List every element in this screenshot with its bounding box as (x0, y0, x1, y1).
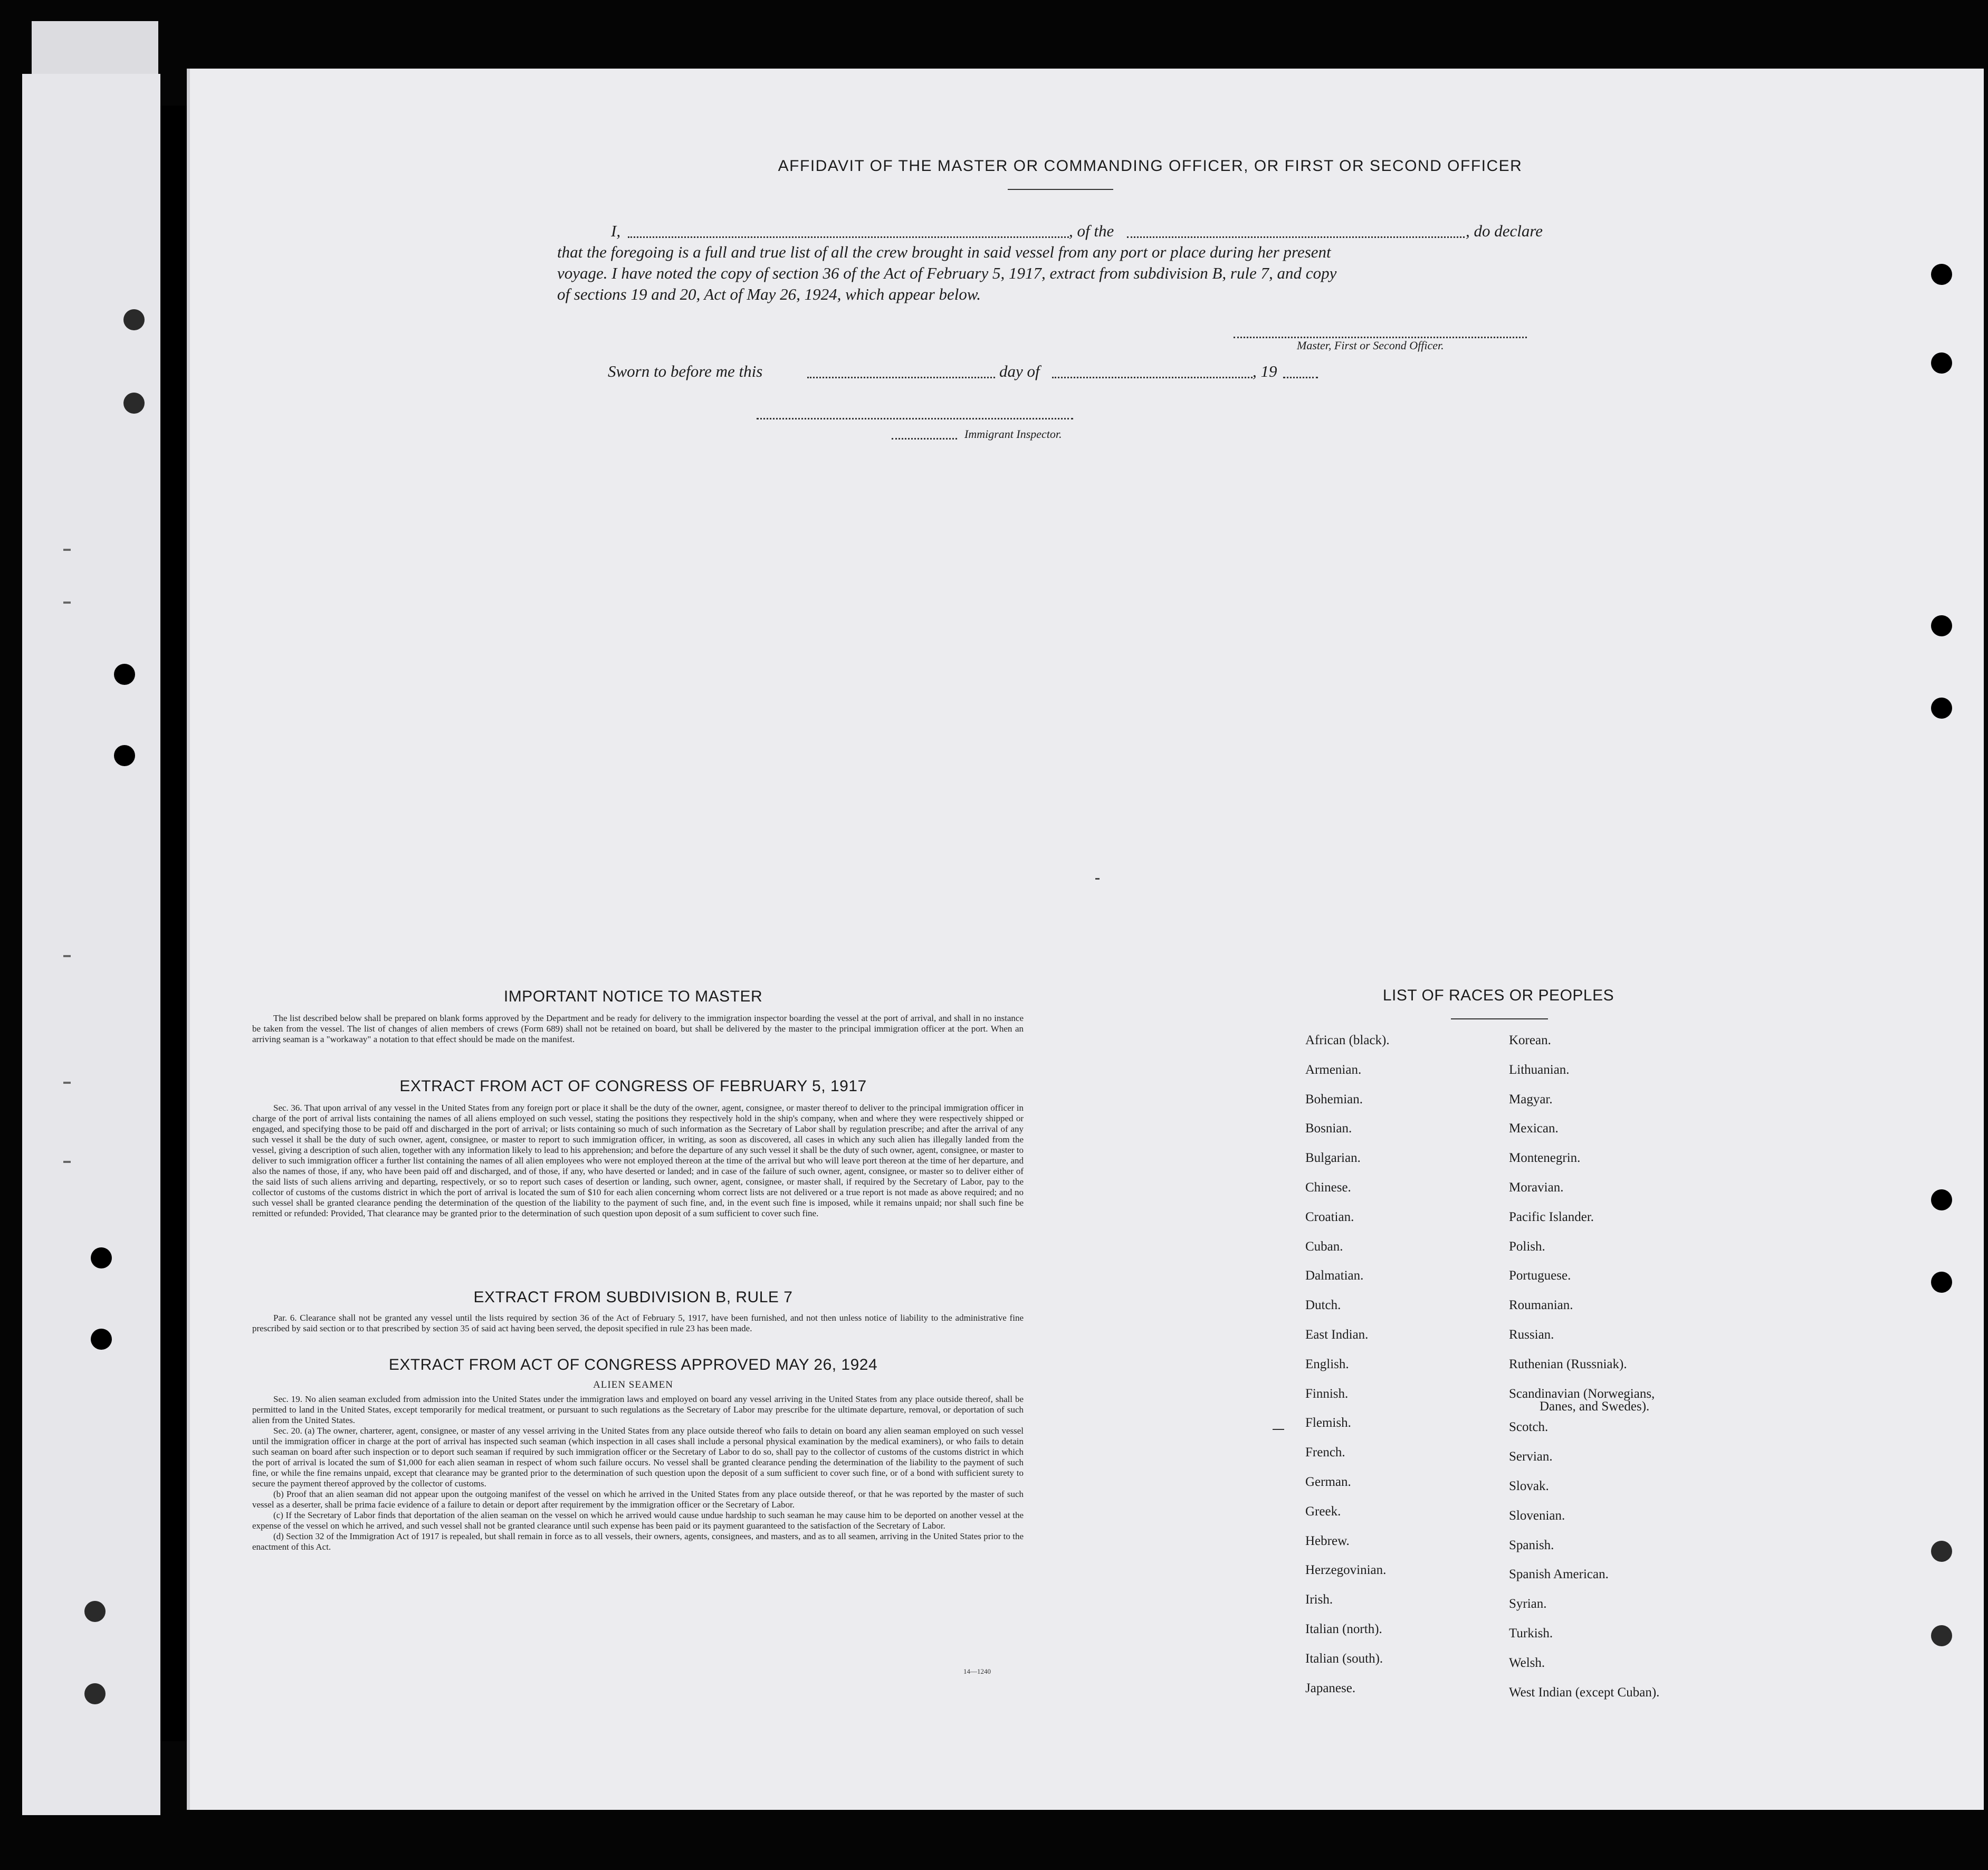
race-item: Japanese. (1305, 1681, 1356, 1695)
race-item: Bosnian. (1305, 1121, 1352, 1136)
race-item: Pacific Islander. (1509, 1210, 1594, 1224)
race-item: Turkish. (1509, 1626, 1553, 1640)
race-item: Chinese. (1305, 1180, 1351, 1195)
sworn-day-of: day of (999, 362, 1040, 380)
race-item: Finnish. (1305, 1387, 1349, 1401)
race-item: West Indian (except Cuban). (1509, 1685, 1660, 1700)
race-item: Bulgarian. (1305, 1151, 1361, 1165)
punch-hole (1931, 264, 1952, 285)
punch-hole (91, 1247, 112, 1268)
margin-mark (63, 602, 71, 604)
race-item: Italian (south). (1305, 1652, 1383, 1666)
notice-title: IMPORTANT NOTICE TO MASTER (503, 988, 763, 1005)
race-item: Scotch. (1509, 1420, 1549, 1434)
extract-rule-7-body (252, 1313, 1024, 1334)
margin-mark (63, 955, 71, 957)
margin-mark (63, 549, 71, 551)
race-item: Korean. (1509, 1033, 1551, 1047)
form-number: 14—1240 (963, 1667, 991, 1675)
section-20c-paragraph: (c) If the Secretary of Labor finds that deportation of the alien seaman on the vessel on which he arrived would cause undue hardship to such seaman he may cause him to be deported on another vessel at the expense of the vessel on which he arrived, and such vessel shall not be granted clearance until such expense has been paid or its payment guaranteed to the satisfaction of the Secretary of Labor. (252, 1510, 1024, 1531)
affidavit-line-4: of sections 19 and 20, Act of May 26, 1924, which appear below. (557, 285, 981, 303)
affidavit-title: AFFIDAVIT OF THE MASTER OR COMMANDING OFFICER, OR FIRST OR SECOND OFFICER (778, 157, 1523, 175)
race-item: Servian. (1509, 1449, 1553, 1464)
alien-seamen-heading: ALIEN SEAMEN (593, 1379, 673, 1390)
extract-1917-title: EXTRACT FROM ACT OF CONGRESS OF FEBRUARY 5, 1917 (399, 1077, 867, 1095)
extract-rule-7-title: EXTRACT FROM SUBDIVISION B, RULE 7 (473, 1289, 793, 1306)
paragraph-6: Par. 6. Clearance shall not be granted any vessel until the lists required by section 36 of the Act of February 5, 1917, have been furnished, and not then unless notice of liability to the administrative fine prescribed by said section or to that prescribed by section 35 of said act having been served, the deposit specified in rule 23 has been made. (252, 1313, 1024, 1333)
race-item: Polish. (1509, 1239, 1545, 1254)
sworn-year-blank[interactable] (1283, 377, 1318, 378)
race-item: Slovenian. (1509, 1509, 1565, 1523)
race-item: Portuguese. (1509, 1268, 1571, 1283)
margin-tick (1273, 1429, 1284, 1430)
race-item: French. (1305, 1445, 1345, 1459)
race-item: Scandinavian (Norwegians, (1509, 1387, 1655, 1401)
punch-hole (123, 309, 145, 330)
section-20a-paragraph: Sec. 20. (a) The owner, charterer, agent, consignee, or master of any vessel arriving in the United States from any place outside thereof who fails to detain on board any alien seaman employed on such vessel until the immigration officer in charge at the port of arrival has inspected such seaman (which inspection in all cases shall include a personal physical examination by the medical examiners), or who fails to detain such seaman on board after such inspection or to deport such seaman if required by such immigration officer or the Secretary of Labor to do so, shall pay to the collector of customs of the customs district in which the port of arrival is located the sum of $1,000 for each alien seaman in respect of whom such failure occurs. No vessel shall be granted clearance pending the determination of the liability to the payment of such fine, or while the fine remains unpaid, except that clearance may be granted prior to the determination of such question upon the deposit of a sum sufficient to cover such fine, or of a bond with sufficient surety to secure the payment thereof approved by the collector of customs. (252, 1426, 1024, 1489)
binding-strip (22, 74, 160, 1815)
race-item: Italian (north). (1305, 1622, 1382, 1636)
races-title: LIST OF RACES OR PEOPLES (1382, 987, 1614, 1004)
race-item: Slovak. (1509, 1479, 1549, 1493)
punch-hole (1931, 698, 1952, 719)
officer-signature-blank[interactable] (1234, 337, 1527, 338)
punch-hole (91, 1329, 112, 1350)
section-19-paragraph: Sec. 19. No alien seaman excluded from admission into the United States under the immigration laws and employed on board any vessel arriving in the United States from any place outside thereof, shall be permitted to land in the United States, except temporarily for medical treatment, or pursuant to such regulations as the Secretary of Labor may prescribe for the ultimate departure, removal, or deportation of such alien from the United States. (252, 1394, 1024, 1425)
title-rule (1008, 189, 1113, 190)
race-item: Lithuanian. (1509, 1063, 1570, 1077)
inspector-dots (892, 438, 957, 440)
sworn-prefix: Sworn to before me this (608, 362, 763, 380)
extract-1917-body (252, 1103, 1024, 1219)
punch-hole (84, 1683, 106, 1704)
stray-mark (1095, 878, 1100, 880)
officer-signature-label: Master, First or Second Officer. (1297, 339, 1444, 352)
sworn-year: , 19 (1253, 362, 1277, 380)
race-item: Irish. (1305, 1592, 1333, 1607)
race-item: African (black). (1305, 1033, 1390, 1047)
punch-hole (1931, 1625, 1952, 1646)
races-rule (1451, 1018, 1548, 1019)
vessel-name-blank[interactable] (1127, 236, 1465, 238)
race-item: Ruthenian (Russniak). (1509, 1357, 1627, 1371)
race-item: Greek. (1305, 1504, 1341, 1519)
punch-hole (1931, 1541, 1952, 1562)
sworn-day-blank[interactable] (807, 377, 995, 378)
master-name-blank[interactable] (628, 236, 1069, 238)
section-36-paragraph: Sec. 36. That upon arrival of any vessel in the United States from any foreign port or place it shall be the duty of the owner, agent, consignee, or master thereof to deliver to the principal immigration officer in charge of the port of arrival lists containing the names of all aliens employed on such vessel, stating the positions they respectively hold in the ship's company, when and where they were respectively shipped or engaged, and specifying those to be paid off and discharged in the port of arrival; or lists containing so much of such information as the Secretary of Labor shall by regulation prescribe; and after the arrival of any such vessel it shall be the duty of such owner, agent, consignee, or master to report to such immigration officer, in writing, as soon as discovered, all cases in which any such alien has illegally landed from the vessel, giving a description of such alien, together with any information likely to lead to his apprehension; and before the departure of any such vessel it shall be the duty of such owner, agent, consignee, or master to deliver to such immigration officer a further list containing the names of all alien employees who were not employed thereon at the time of the arrival but who will leave port thereon at the time of her departure, and also the names of those, if any, who have been paid off and discharged, and of those, if any, who have deserted or landed; and in case of the failure of such owner, agent, consignee, or master so to deliver either of the said lists of such aliens arriving and departing, respectively, or so to report such cases of desertion or landing, such owner, agent, consignee, or master shall, if required by the Secretary of Labor, pay to the collector of customs of the customs district in which the port of arrival is located the sum of $10 for each alien concerning whom correct lists are not delivered or a true report is not made as above required; and no such vessel shall be granted clearance pending the determination of the question of the liability to the payment of such fine, and, in the event such fine is imposed, while it remains unpaid; nor shall such fine be remitted or refunded: Provided, That clearance may be granted prior to the determination of such question upon deposit of a sum sufficient to cover such fine. (252, 1103, 1024, 1218)
punch-hole (114, 745, 135, 766)
inspector-signature-blank[interactable] (757, 418, 1073, 419)
race-item: Flemish. (1305, 1416, 1351, 1430)
race-item: Croatian. (1305, 1210, 1354, 1224)
race-item-continuation: Danes, and Swedes). (1540, 1399, 1650, 1414)
binding-shadow (160, 106, 187, 1741)
race-item: Cuban. (1305, 1239, 1343, 1254)
punch-hole (1931, 615, 1952, 636)
punch-hole (1931, 352, 1952, 374)
race-item: Russian. (1509, 1328, 1554, 1342)
race-item: Mexican. (1509, 1121, 1559, 1136)
section-20d-paragraph: (d) Section 32 of the Immigration Act of 1917 is repealed, but shall remain in force as to all vessels, their owners, agents, consignees, and masters, and as to all seamen, arriving in the United States prior to the enactment of this Act. (252, 1531, 1024, 1552)
punch-hole (114, 664, 135, 685)
extract-1924-body (252, 1394, 1024, 1552)
race-item: Moravian. (1509, 1180, 1564, 1195)
race-item: Herzegovinian. (1305, 1563, 1387, 1577)
notice-paragraph: The list described below shall be prepared on blank forms approved by the Department and be ready for delivery to the immigration inspector boarding the vessel at the port of arrival, and shall in no instance be taken from the vessel. The list of changes of alien members of crews (Form 689) shall not be retained on board, but shall be delivered by the master to the principal immigration officer at the port. When an arriving seaman is a "workaway" a notation to that effect should be made on the manifest. (252, 1013, 1024, 1044)
affidavit-do-declare: , do declare (1466, 222, 1543, 240)
punch-hole (123, 393, 145, 414)
affidavit-i: I, (611, 222, 621, 240)
race-item: Montenegrin. (1509, 1151, 1581, 1165)
sworn-month-blank[interactable] (1052, 377, 1253, 378)
race-item: Hebrew. (1305, 1534, 1350, 1548)
margin-mark (63, 1161, 71, 1163)
race-item: Syrian. (1509, 1597, 1547, 1611)
inspector-label: Immigrant Inspector. (964, 427, 1062, 441)
extract-1924-title: EXTRACT FROM ACT OF CONGRESS APPROVED MAY 26, 1924 (388, 1356, 878, 1373)
notice-body (252, 1013, 1024, 1045)
affidavit-line-2: that the foregoing is a full and true list of all the crew brought in said vessel from any port or place during her present (557, 243, 1331, 261)
punch-hole (84, 1601, 106, 1622)
race-item: Welsh. (1509, 1656, 1545, 1670)
race-item: East Indian. (1305, 1328, 1369, 1342)
race-item: English. (1305, 1357, 1349, 1371)
race-item: Armenian. (1305, 1063, 1362, 1077)
race-item: Magyar. (1509, 1092, 1553, 1106)
race-item: Spanish American. (1509, 1567, 1609, 1581)
margin-mark (63, 1082, 71, 1084)
race-item: Roumanian. (1509, 1298, 1573, 1312)
race-item: Spanish. (1509, 1538, 1554, 1552)
race-item: German. (1305, 1475, 1351, 1489)
race-item: Dutch. (1305, 1298, 1341, 1312)
race-item: Dalmatian. (1305, 1268, 1364, 1283)
section-20b-paragraph: (b) Proof that an alien seaman did not appear upon the outgoing manifest of the vessel on which he arrived in the United States from any place outside thereof, or that he was reported by the master of such vessel as a deserter, shall be prima facie evidence of a failure to detain or deport after requirement by the immigration officer or the Secretary of Labor. (252, 1489, 1024, 1510)
punch-hole (1931, 1272, 1952, 1293)
race-item: Bohemian. (1305, 1092, 1363, 1106)
affidavit-of-the: , of the (1069, 222, 1114, 240)
affidavit-line-3: voyage. I have noted the copy of section 36 of the Act of February 5, 1917, extract from subdivision B, rule 7, and copy (557, 264, 1337, 282)
punch-hole (1931, 1189, 1952, 1210)
manifest-page (187, 69, 1984, 1810)
